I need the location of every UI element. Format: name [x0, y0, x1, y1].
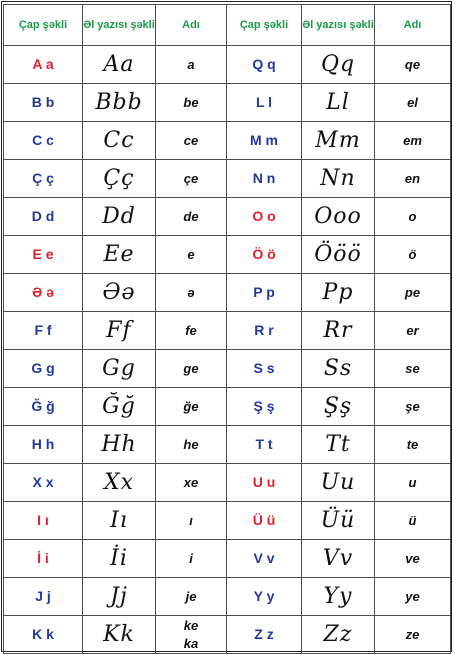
- handwritten-letter: Zz: [323, 622, 353, 647]
- letter-print-left: [4, 388, 83, 426]
- handwritten-letter: Üü: [320, 508, 356, 533]
- handwritten-letter: Ll: [326, 90, 350, 115]
- printed-letter: O o: [252, 207, 276, 224]
- letter-handwritten-left: [83, 236, 156, 274]
- letter-name: şe: [405, 398, 420, 414]
- printed-letter: G g: [31, 359, 55, 376]
- letter-handwritten-right: [302, 388, 375, 426]
- handwritten-letter: Ee: [103, 242, 135, 267]
- header-print-right: Çap şəkli: [227, 5, 302, 46]
- letter-name: de: [183, 208, 199, 224]
- alphabet-chart: [1, 1, 452, 652]
- letter-print-right: [227, 388, 302, 426]
- letter-name: ze: [405, 626, 420, 642]
- letter-handwritten-right: [302, 426, 375, 464]
- printed-letter: Ğ ğ: [31, 397, 55, 414]
- table-row: [4, 502, 451, 540]
- table-row: [4, 274, 451, 312]
- handwritten-letter: Kk: [103, 622, 135, 647]
- letter-handwritten-left: [83, 84, 156, 122]
- letter-rows: [4, 46, 451, 654]
- handwritten-letter: Aa: [103, 52, 135, 77]
- letter-print-right: [227, 426, 302, 464]
- letter-print-left: [4, 312, 83, 350]
- letter-name-right: [375, 578, 451, 616]
- letter-handwritten-right: [302, 122, 375, 160]
- letter-handwritten-left: [83, 502, 156, 540]
- printed-letter: E e: [32, 245, 54, 262]
- letter-name-left: [156, 122, 227, 160]
- letter-name-right: [375, 540, 451, 578]
- handwritten-letter: Nn: [320, 166, 356, 191]
- letter-name: te: [406, 436, 419, 452]
- printed-letter: M m: [250, 131, 278, 148]
- handwritten-letter: Gg: [102, 356, 136, 381]
- letter-print-right: [227, 312, 302, 350]
- letter-name-right: [375, 502, 451, 540]
- letter-name: er: [406, 322, 419, 338]
- letter-name: ə: [187, 284, 195, 300]
- printed-letter: Y y: [253, 587, 275, 604]
- letter-name-left: [156, 464, 227, 502]
- letter-handwritten-left: [83, 46, 156, 84]
- letter-name: u: [408, 474, 417, 490]
- letter-print-right: [227, 160, 302, 198]
- letter-print-right: [227, 236, 302, 274]
- letter-print-left: [4, 122, 83, 160]
- letter-handwritten-left: [83, 312, 156, 350]
- letter-handwritten-left: [83, 160, 156, 198]
- letter-name: o: [408, 208, 417, 224]
- table-row: [4, 236, 451, 274]
- letter-print-right: [227, 616, 302, 654]
- handwritten-letter: Ğğ: [102, 394, 136, 419]
- letter-handwritten-right: [302, 616, 375, 654]
- letter-print-right: [227, 350, 302, 388]
- letter-name: ğe: [183, 398, 199, 414]
- letter-handwritten-right: [302, 236, 375, 274]
- letter-name-left: [156, 236, 227, 274]
- letter-print-left: [4, 578, 83, 616]
- printed-letter: K k: [32, 625, 54, 642]
- letter-handwritten-right: [302, 274, 375, 312]
- letter-handwritten-right: [302, 46, 375, 84]
- letter-handwritten-right: [302, 540, 375, 578]
- letter-name-right: [375, 160, 451, 198]
- letter-name: ü: [408, 512, 417, 528]
- letter-name: ce: [183, 132, 199, 148]
- letter-name: em: [403, 132, 422, 148]
- letter-name: ye: [405, 588, 420, 604]
- letter-print-left: [4, 502, 83, 540]
- printed-letter: Ç ç: [32, 169, 54, 186]
- table-row: [4, 350, 451, 388]
- letter-print-left: [4, 274, 83, 312]
- header-name-right: Adı: [375, 5, 451, 46]
- letter-name: fe: [185, 322, 197, 338]
- letter-handwritten-left: [83, 388, 156, 426]
- letter-name: el: [407, 94, 418, 110]
- handwritten-letter: Cc: [103, 128, 135, 153]
- letter-name-right: [375, 122, 451, 160]
- printed-letter: L l: [255, 93, 273, 110]
- letter-name: se: [405, 360, 420, 376]
- handwritten-letter: Şş: [323, 394, 353, 419]
- letter-print-left: [4, 616, 83, 654]
- letter-handwritten-left: [83, 540, 156, 578]
- handwritten-letter: Pp: [322, 280, 354, 305]
- letter-handwritten-left: [83, 578, 156, 616]
- letter-name: çe: [183, 170, 199, 186]
- letter-name-left: [156, 350, 227, 388]
- letter-handwritten-left: [83, 616, 156, 654]
- printed-letter: V v: [253, 549, 275, 566]
- alphabet-table: [3, 4, 451, 654]
- letter-handwritten-right: [302, 84, 375, 122]
- printed-letter: İ i: [37, 549, 49, 566]
- printed-letter: Ə ə: [32, 283, 54, 300]
- letter-name-right: [375, 198, 451, 236]
- table-row: [4, 616, 451, 654]
- table-row: [4, 426, 451, 464]
- table-row: [4, 84, 451, 122]
- letter-handwritten-right: [302, 464, 375, 502]
- table-row: [4, 46, 451, 84]
- handwritten-letter: Qq: [320, 52, 356, 77]
- letter-print-right: [227, 578, 302, 616]
- letter-name-right: [375, 312, 451, 350]
- letter-name-left: [156, 84, 227, 122]
- printed-letter: D d: [31, 207, 55, 224]
- header-handwritten-left: Əl yazısı şəkli: [83, 5, 156, 46]
- letter-name-right: [375, 464, 451, 502]
- letter-name-right: [375, 350, 451, 388]
- letter-name: xe: [183, 474, 199, 490]
- handwritten-letter: Hh: [101, 432, 137, 457]
- letter-handwritten-left: [83, 426, 156, 464]
- printed-letter: F f: [34, 321, 52, 338]
- handwritten-letter: Dd: [102, 204, 136, 229]
- letter-handwritten-right: [302, 312, 375, 350]
- letter-print-left: [4, 426, 83, 464]
- letter-name: e: [187, 246, 195, 262]
- printed-letter: Z z: [254, 625, 274, 642]
- letter-print-left: [4, 160, 83, 198]
- letter-handwritten-left: [83, 350, 156, 388]
- letter-handwritten-right: [302, 578, 375, 616]
- handwritten-letter: Rr: [323, 318, 353, 343]
- letter-print-left: [4, 464, 83, 502]
- letter-print-left: [4, 198, 83, 236]
- letter-name-right: [375, 616, 451, 654]
- letter-print-left: [4, 236, 83, 274]
- printed-letter: R r: [254, 321, 274, 338]
- handwritten-letter: Ss: [323, 356, 353, 381]
- letter-name-right: [375, 46, 451, 84]
- printed-letter: A a: [32, 55, 54, 72]
- letter-name-left: [156, 616, 227, 654]
- letter-name: ı: [189, 512, 193, 528]
- letter-name-left: [156, 160, 227, 198]
- printed-letter: B b: [31, 93, 55, 110]
- letter-print-right: [227, 502, 302, 540]
- letter-name-left: [156, 46, 227, 84]
- handwritten-letter: Tt: [325, 432, 351, 457]
- letter-name: be: [183, 94, 199, 110]
- printed-letter: J j: [35, 587, 51, 604]
- letter-name-right: [375, 84, 451, 122]
- letter-print-right: [227, 46, 302, 84]
- handwritten-letter: Jj: [110, 584, 128, 609]
- letter-name: ve: [405, 550, 420, 566]
- handwritten-letter: Mm: [315, 128, 361, 153]
- letter-handwritten-right: [302, 198, 375, 236]
- handwritten-letter: İi: [110, 546, 128, 571]
- handwritten-letter: Xx: [103, 470, 135, 495]
- printed-letter: I ı: [37, 511, 49, 528]
- letter-name: ö: [408, 246, 417, 262]
- handwritten-letter: Iı: [110, 508, 128, 533]
- printed-letter: Ş ş: [253, 397, 275, 414]
- printed-letter: C c: [32, 131, 54, 148]
- table-row: [4, 540, 451, 578]
- letter-name: je: [185, 588, 197, 604]
- table-row: [4, 122, 451, 160]
- letter-print-right: [227, 540, 302, 578]
- letter-handwritten-left: [83, 464, 156, 502]
- letter-print-right: [227, 464, 302, 502]
- printed-letter: X x: [32, 473, 54, 490]
- table-row: [4, 578, 451, 616]
- letter-name: i: [189, 550, 193, 566]
- letter-name-left: [156, 312, 227, 350]
- printed-letter: Ü ü: [252, 511, 276, 528]
- table-row: [4, 198, 451, 236]
- letter-name-right: [375, 274, 451, 312]
- handwritten-letter: Ööö: [314, 242, 362, 267]
- letter-name-left: [156, 388, 227, 426]
- letter-print-left: [4, 350, 83, 388]
- letter-name-left: [156, 274, 227, 312]
- letter-print-right: [227, 198, 302, 236]
- letter-name-right: [375, 236, 451, 274]
- handwritten-letter: Ff: [106, 318, 132, 343]
- letter-print-left: [4, 84, 83, 122]
- handwritten-letter: Çç: [103, 166, 135, 191]
- letter-print-right: [227, 84, 302, 122]
- printed-letter: T t: [255, 435, 273, 452]
- handwritten-letter: Bbb: [95, 90, 143, 115]
- table-row: [4, 160, 451, 198]
- letter-name: ke ka: [183, 617, 199, 651]
- letter-print-left: [4, 46, 83, 84]
- letter-name-left: [156, 198, 227, 236]
- letter-name: ge: [183, 360, 199, 376]
- printed-letter: Ö ö: [252, 245, 276, 262]
- letter-print-right: [227, 274, 302, 312]
- printed-letter: S s: [253, 359, 275, 376]
- letter-name-left: [156, 502, 227, 540]
- header-row: [4, 5, 451, 46]
- letter-handwritten-left: [83, 198, 156, 236]
- letter-handwritten-right: [302, 350, 375, 388]
- handwritten-letter: Vv: [322, 546, 354, 571]
- letter-name: qe: [404, 56, 421, 72]
- letter-name: he: [183, 436, 199, 452]
- printed-letter: N n: [252, 169, 276, 186]
- table-row: [4, 388, 451, 426]
- letter-name-left: [156, 426, 227, 464]
- table-row: [4, 464, 451, 502]
- letter-print-left: [4, 540, 83, 578]
- printed-letter: P p: [253, 283, 275, 300]
- letter-print-right: [227, 122, 302, 160]
- handwritten-letter: Yy: [323, 584, 353, 609]
- table-row: [4, 312, 451, 350]
- letter-handwritten-left: [83, 274, 156, 312]
- handwritten-letter: Uu: [320, 470, 356, 495]
- letter-name-right: [375, 388, 451, 426]
- printed-letter: Q q: [252, 55, 276, 72]
- printed-letter: H h: [31, 435, 55, 452]
- letter-handwritten-left: [83, 122, 156, 160]
- letter-handwritten-right: [302, 502, 375, 540]
- letter-name-right: [375, 426, 451, 464]
- header-print-left: Çap şəkli: [4, 5, 83, 46]
- letter-name: en: [404, 170, 421, 186]
- letter-name: a: [187, 56, 195, 72]
- letter-name: pe: [404, 284, 421, 300]
- handwritten-letter: Əə: [102, 280, 136, 305]
- letter-handwritten-right: [302, 160, 375, 198]
- header-handwritten-right: Əl yazısı şəkli: [302, 5, 375, 46]
- letter-name-left: [156, 540, 227, 578]
- letter-name-left: [156, 578, 227, 616]
- header-name-left: Adı: [156, 5, 227, 46]
- printed-letter: U u: [252, 473, 276, 490]
- handwritten-letter: Ooo: [314, 204, 362, 229]
